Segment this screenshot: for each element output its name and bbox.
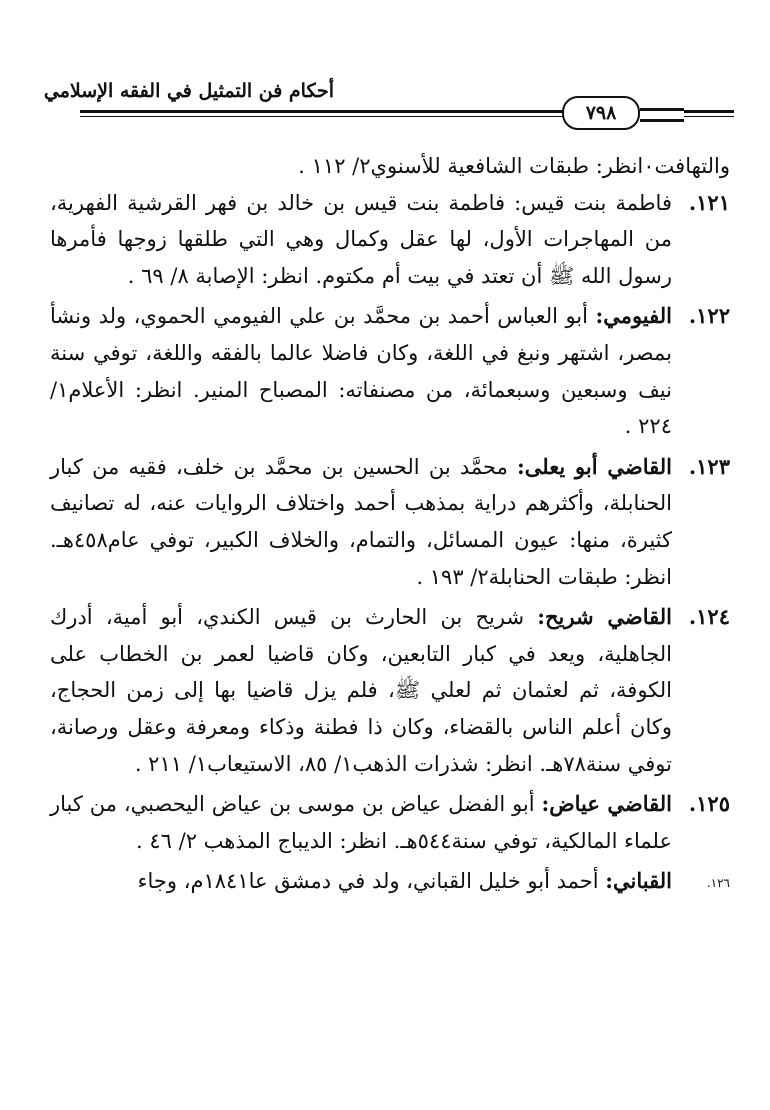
running-header-title: أحكام فن التمثيل في الفقه الإسلامي [43,80,334,102]
entry-name: القاضي عياض: [541,791,672,817]
footnote-entry-124 [50,599,730,782]
footnote-entry-125 [50,786,730,859]
entry-number: ١٢٣. [688,453,730,479]
entry-number: ١٢٤. [688,604,730,630]
entry-text: شريح بن الحارث بن قيس الكندي، أبو أمية، أدرك الجاهلية، ويعد في كبار التابعين، وكان قاضيا لعمر بن الخطاب على الكوفة، ثم لعثمان ثم لعلي ﷺ، فلم يزل قاضيا بها إلى زمن الحجاج، وكان أعلم الناس بالقضاء، وكان ذا فطنة وذكاء ومعرفة وعقل ورصانة، توفي سنة٧٨هـ. انظر: شذرات الذهب١/ ٨٥، الاستيعاب١/ ٢١١ . [50,605,672,776]
entry-number: ١٢١. [688,189,730,215]
entry-number: ١٢٥. [688,791,730,817]
footnotes-body [50,148,730,900]
entry-name: القباني: [605,868,672,894]
continuation-text: والتهافت٠انظر: طبقات الشافعية للأسنوي٢/ ١١٢ . [298,154,730,178]
entry-name: القاضي شريح: [537,604,672,630]
entry-number: ١٢٢. [688,303,730,329]
footnote-entry-121 [50,185,730,295]
footnote-entry-123 [50,449,730,595]
footnote-entry-122 [50,298,730,444]
entry-text: أحمد أبو خليل القباني، ولد في دمشق عا١٨٤١م، وجاء [137,869,606,894]
header-dash-ornament [640,108,684,122]
entry-text: أبو العباس أحمد بن محمَّد بن علي الفيومي الحموي، ولد ونشأ بمصر، اشتهر ونبغ في اللغة، وكان فاضلا عالما بالفقه واللغة، توفي سنة نيف وسبعين وسبعمائة، من مصنفاته: المصباح المنير. انظر: الأعلام١/ ٢٢٤ . [50,304,672,439]
entry-name: الفيومي: [595,303,672,329]
footnote-entry-126 [50,863,730,900]
entry-text: فاطمة بنت قيس: فاطمة بنت قيس بن خالد بن فهر القرشية الفهرية، من المهاجرات الأول، لها عقل وكمال وهي التي طلقها زوجها فأمرها رسول الله ﷺ أن تعتد في بيت أم مكتوم. انظر: الإصابة ٨/ ٦٩ . [50,190,672,288]
entry-number: ١٢٦. [706,876,730,891]
entry-text: محمَّد بن الحسين بن محمَّد بن خلف، فقيه من كبار الحنابلة، وأكثرهم دراية بمذهب أحمد واختلاف الروايات عنه، له تصانيف كثيرة، منها: عيون المسائل، والتمام، والخلاف الكبير، توفي عام٤٥٨هـ. انظر: طبقات الحنابلة٢/ ١٩٣ . [50,454,672,589]
entry-name: القاضي أبو يعلى: [517,453,672,479]
page-number: ٧٩٨ [562,96,640,130]
entry-text: أبو الفضل عياض بن موسى بن عياض اليحصبي، من كبار علماء المالكية، توفي سنة٥٤٤هـ. انظر: الديباج المذهب ٢/ ٤٦ . [50,792,672,853]
